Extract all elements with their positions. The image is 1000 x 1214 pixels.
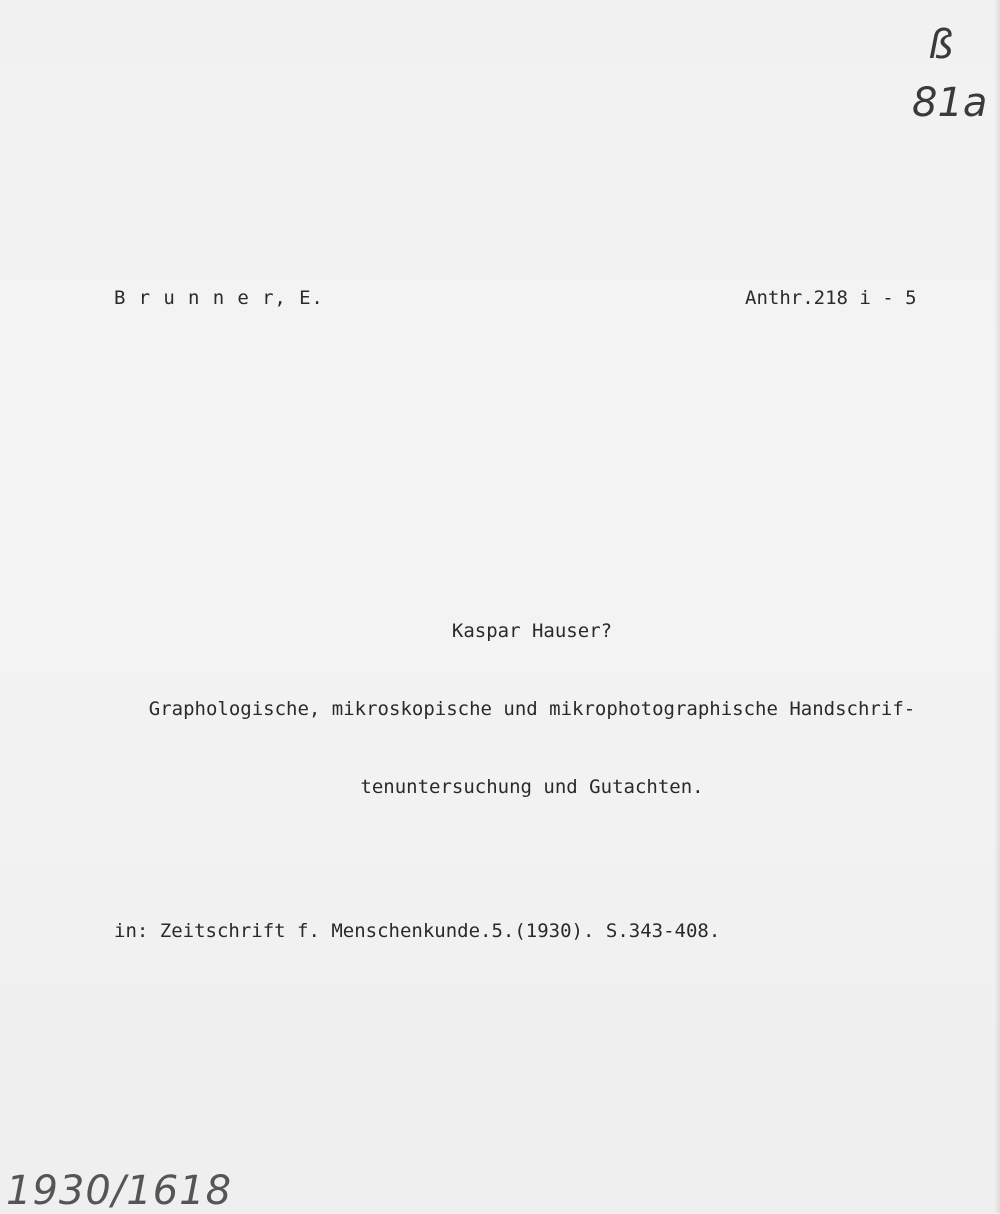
- title-line: tenuntersuchung und Gutachten.: [360, 776, 704, 798]
- author-name: B r u n n e r, E.: [114, 287, 324, 309]
- handwritten-accession-number: 1930/1618: [6, 1168, 233, 1214]
- handwritten-number: 81a: [912, 80, 988, 126]
- source-citation: in: Zeitschrift f. Menschenkunde.5.(1930). S.343-408.: [114, 920, 721, 942]
- shelfmark: Anthr.218 i - 5: [745, 287, 917, 309]
- title-line: Graphologische, mikroskopische und mikrophotographische Handschrif-: [148, 698, 916, 720]
- title-line: Kaspar Hauser?: [451, 620, 613, 642]
- title-block: [114, 566, 950, 852]
- card-edge-shadow: [994, 0, 1000, 1213]
- handwritten-mark: ß: [928, 22, 954, 68]
